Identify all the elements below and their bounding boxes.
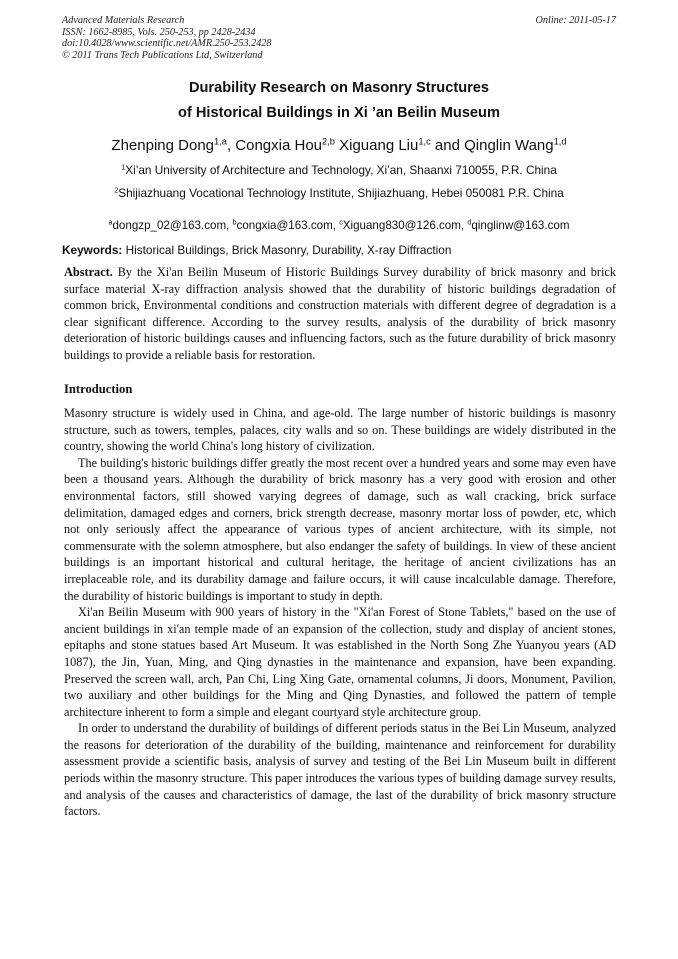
author-name: Qinglin Wang: [464, 137, 554, 154]
paragraph: In order to understand the durability of buildings of different periods status in the Bei Lin Museum, analyzed the reasons for deterioration of the durability of the building, maintenance and reinforcement for durability assessment provide a scientific basis, analysis of survey and testing of the Bei Lin Museum built in different periods within the masonry structure. This paper introduces the various types of building damage survey results, and analysis of the causes and characteristics of damage, the last of the durability of brick masonry structure factors.: [64, 721, 616, 819]
journal-name: Advanced Materials Research: [62, 15, 185, 26]
author-separator: and: [430, 137, 465, 154]
author-affiliation-mark: 2,b: [322, 136, 335, 147]
online-date: Online: 2011-05-17: [535, 15, 616, 26]
affiliation-1: [0, 163, 678, 177]
email-mark: a: [108, 217, 113, 227]
abstract: [64, 264, 616, 364]
email-address[interactable]: congxia@163.com,: [236, 219, 340, 232]
email-mark: d: [467, 217, 472, 227]
journal-copyright: © 2011 Trans Tech Publications Ltd, Switzerland: [62, 49, 263, 61]
email-mark: b: [232, 217, 237, 227]
affiliation-text: Shijiazhuang Vocational Technology Institute, Shijiazhuang, Hebei 050081 P.R. China: [118, 186, 564, 200]
email-address[interactable]: dongzp_02@163.com,: [112, 219, 233, 232]
author-name: Congxia Hou: [235, 137, 322, 154]
email-address[interactable]: Xiguang830@126.com,: [342, 219, 468, 232]
abstract-text: By the Xi'an Beilin Museum of Historic Buildings Survey durability of brick masonry and brick surface material X-ray diffraction analysis showed that the durability of historic buildings degradation of common brick, Environmental conditions and construction materials with different degree of degradation is a clear significant difference. According to the survey results, analysis of the durability of brick masonry deterioration of historic buildings causes and influencing factors, such as the future durability of brick masonry buildings to provide a reliable basis for restoration.: [64, 265, 616, 362]
author-emails: [0, 206, 678, 232]
affiliation-2: [0, 186, 678, 200]
affiliation-mark: 2: [114, 185, 119, 195]
author-affiliation-mark: 1,a: [214, 136, 227, 147]
paper-title-line-1: Durability Research on Masonry Structures: [188, 80, 490, 96]
author-name: Zhenping Dong: [111, 137, 214, 154]
abstract-label: Abstract.: [64, 265, 113, 279]
author-name: Xiguang Liu: [339, 137, 419, 154]
email-address[interactable]: qinglinw@163.com: [471, 219, 570, 232]
affiliation-mark: 1: [121, 162, 126, 172]
author-affiliation-mark: 1,d: [553, 136, 567, 147]
paragraph: The building's historic buildings differ greatly the most recent over a hundred years and some may even have been a thousand years. Although the durability of brick masonry has a very good with erosion and other environmental factors, still showed varying degrees of damage, such as wall cracking, brick surface delimitation, damaged edges and corners, brick strength decrease, masonry mortar loss of powder, etc, which not only seriously affect the appearance of various types of ancient architecture, with its simple, not commensurate with the solemn atmosphere, but also endanger the safety of buildings. In view of these ancient buildings is an important historical and cultural heritage, the heritage of ancient civilizations has an irreplaceable role, and its durability damage and failure occurs, it will cause incalculable damage. Therefore, the durability of historic buildings is important to study in depth.: [64, 455, 616, 603]
keywords-line: [62, 243, 622, 257]
keywords-label: Keywords:: [62, 243, 123, 257]
journal-doi: doi:10.4028/www.scientific.net/AMR.250-253.2428: [62, 38, 272, 50]
paper-title-line-2: of Historical Buildings in Xi ’an Beilin Museum: [178, 105, 500, 121]
introduction-body: [64, 405, 616, 820]
journal-header: [62, 15, 616, 61]
paragraph: Xi'an Beilin Museum with 900 years of history in the "Xi'an Forest of Stone Tablets," based on the use of ancient buildings in xi'an temple made of an expansion of the collection, study and display of ancient stones, epitaphs and stone statues based Art Museum. It was established in the North Song Zhe Yuanyou years (AD 1087), the Jin, Yuan, Ming, and Qing dynasties in the maintenance and expansion, have been expanding. Preserved the screen wall, arch, Pan Chi, Ling Xing Gate, ornamental columns, Ji doors, Monument, Pavilion, two auxiliary and other buildings for the Ming and Qing Dynasties, and followed the pattern of temple architecture inherent to form a simple and elegant courtyard style architecture group.: [64, 605, 616, 719]
author-affiliation-mark: 1,c: [418, 136, 431, 147]
section-heading-introduction: Introduction: [64, 382, 133, 396]
journal-issn: ISSN: 1662-8985, Vols. 250-253, pp 2428-2434: [62, 26, 256, 38]
email-mark: c: [339, 217, 343, 227]
paragraph: Masonry structure is widely used in China, and age-old. The large number of historic buildings is masonry structure, such as towers, temples, palaces, city walls and so on. These buildings are widely distributed in the country, showing the world China's long history of civilization.: [64, 406, 616, 454]
affiliation-text: Xi’an University of Architecture and Technology, Xi’an, Shaanxi 710055, P.R. China: [125, 163, 557, 177]
author-separator: ,: [226, 137, 236, 154]
keywords-text: Historical Buildings, Brick Masonry, Durability, X-ray Diffraction: [122, 243, 452, 257]
author-list: [0, 137, 678, 154]
